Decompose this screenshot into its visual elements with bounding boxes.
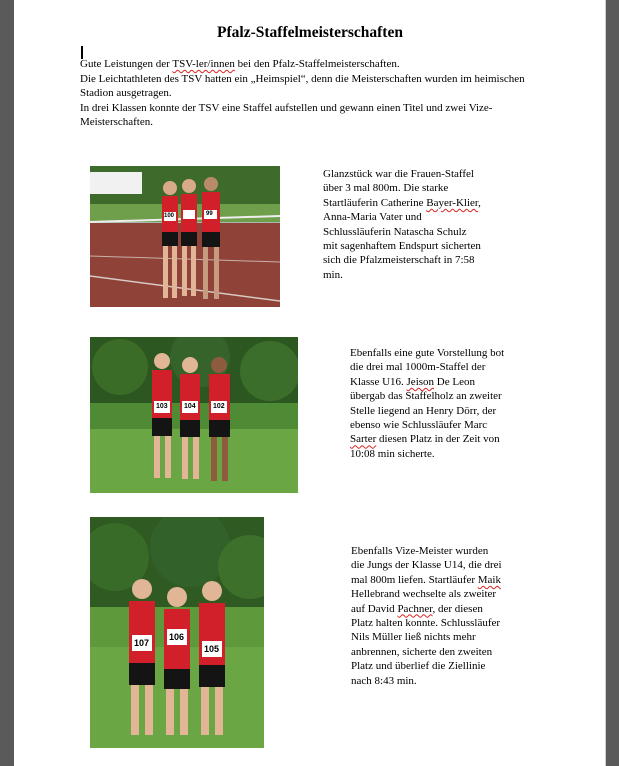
caption-line: Stelle liegend an Henry Dörr, der (350, 404, 497, 417)
spelling-error-mark: TSV-ler/innen (172, 58, 235, 70)
spelling-error-mark: Sarter (350, 433, 377, 446)
caption-line: Anna-Maria Vater und (323, 211, 422, 224)
intro-line-1: Gute Leistungen der TSV-ler/innen bei den Pfalz-Staffelmeisterschaften. (80, 58, 400, 70)
caption-line: mit sagenhaftem Endspurt sicherten (323, 240, 481, 253)
caption-line: sich die Pfalzmeisterschaft in 7:58 (323, 254, 475, 267)
caption-line: Glanzstück war die Frauen-Staffel (323, 168, 474, 180)
caption-womens-relay[interactable] (323, 167, 523, 282)
bib-number: 102 (213, 403, 225, 410)
caption-line: mal 800m liefen. Startläufer Maik (351, 573, 501, 586)
intro-line-3: In drei Klassen konnte der TSV eine Staffel aufstellen und gewann einen Titel und zwei Vize-Meisterschaften. (80, 101, 493, 129)
left-gutter (0, 0, 14, 766)
caption-line: Klasse U16. Jeison De Leon (350, 375, 475, 388)
photo-u16-relay[interactable] (90, 337, 298, 493)
caption-line: Startläuferin Catherine Bayer-Klier, (323, 196, 481, 209)
caption-line: ebenso wie Schlussläufer Marc (350, 419, 488, 432)
bib-number: 105 (204, 644, 220, 654)
caption-line: min. (323, 268, 343, 281)
caption-line: die Jungs der Klasse U14, die drei (351, 559, 502, 572)
caption-line: auf David Pachner, der diesen (351, 602, 483, 615)
caption-u16-relay[interactable] (350, 346, 550, 461)
caption-line: über 3 mal 800m. Die starke (323, 182, 449, 195)
photo-u14-relay[interactable] (90, 517, 264, 748)
page-title: Pfalz-Staffelmeisterschaften (217, 24, 403, 41)
spelling-error-mark: Maik (477, 573, 501, 586)
caption-line: Platz und überlief die Ziellinie (351, 660, 486, 673)
caption-line: anbrennen, sicherte den zweiten (351, 645, 493, 658)
caption-line: nach 8:43 min. (351, 674, 417, 687)
intro-line-2: Die Leichtathleten des TSV hatten ein „Heimspiel“, denn die Meisterschaften wurden im heimischen Stadion ausgetragen. (80, 72, 525, 100)
caption-line: Sarter diesen Platz in der Zeit von (350, 433, 500, 446)
bib-number: 104 (184, 403, 196, 410)
right-gutter (606, 0, 619, 766)
spelling-error-mark: Pachner (397, 602, 433, 615)
caption-line: Platz halten konnte. Schlussläufer (351, 617, 501, 630)
caption-line: 10:08 min sicherte. (350, 447, 435, 460)
bib-number: 99 (206, 211, 213, 217)
caption-line: Hellebrand wechselte als zweiter (351, 588, 497, 601)
caption-line: Ebenfalls Vize-Meister wurden (351, 545, 489, 557)
bib-number: 100 (164, 213, 175, 219)
bib-number: 103 (156, 403, 168, 410)
caption-u14-relay[interactable] (351, 544, 551, 688)
photo-womens-relay[interactable] (90, 166, 280, 307)
caption-line: Schlussläuferin Natascha Schulz (323, 225, 467, 238)
intro-text[interactable] (80, 57, 530, 130)
bib-number: 106 (169, 632, 185, 642)
spelling-error-mark: Bayer-Klier (426, 196, 479, 209)
caption-line: Nils Müller ließ nichts mehr (351, 631, 476, 644)
document-page[interactable] (14, 0, 606, 766)
spelling-error-mark: Jeison (406, 375, 435, 388)
bib-number: 107 (134, 638, 150, 648)
caption-line: Ebenfalls eine gute Vorstellung bot (350, 347, 505, 359)
caption-line: die drei mal 1000m-Staffel der (350, 361, 486, 374)
caption-line: übergab das Staffelholz an zweiter (350, 390, 502, 403)
